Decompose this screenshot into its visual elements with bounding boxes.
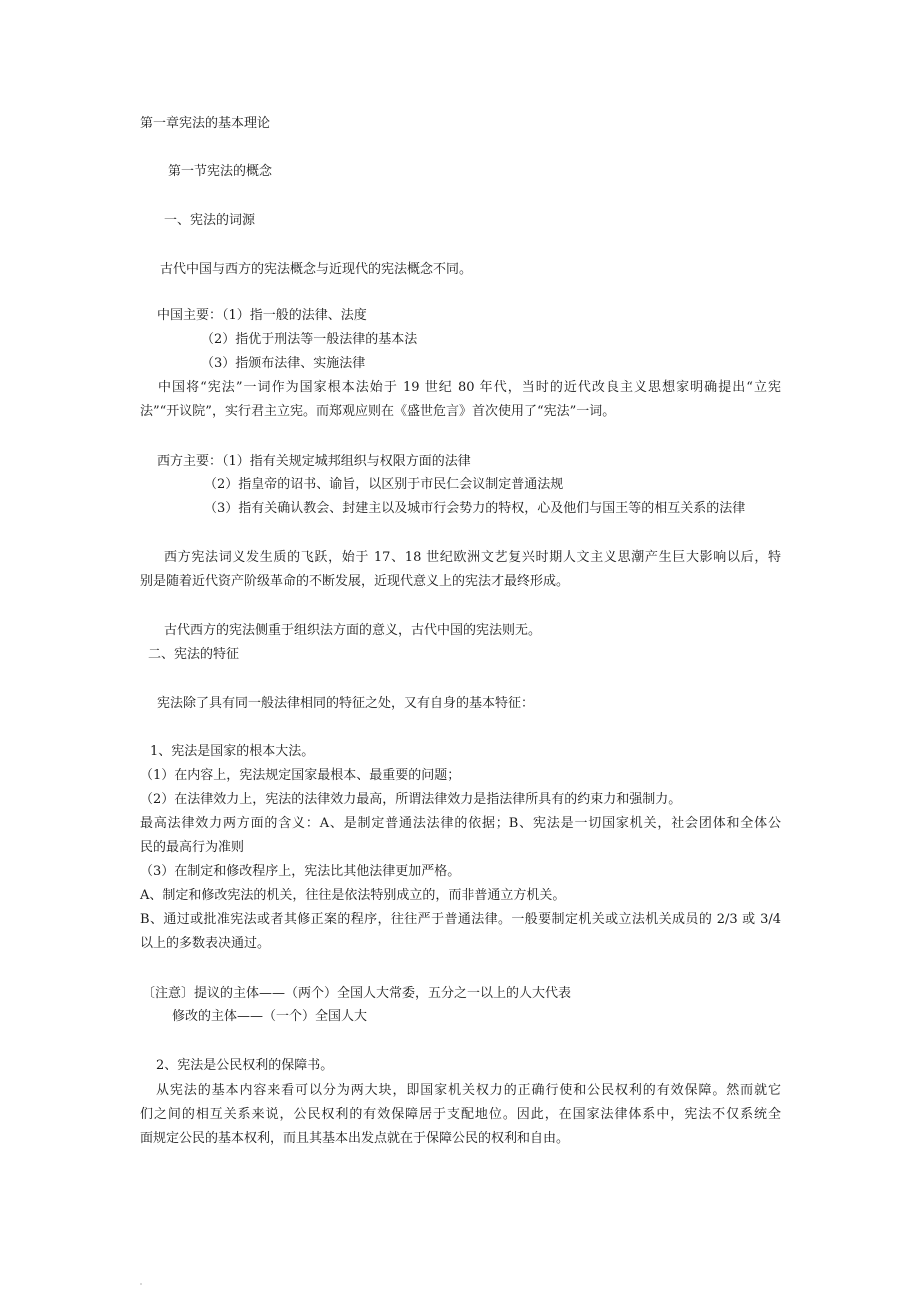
china-item: （3）指颁布法律、实施法律 [201,356,366,371]
west-paragraph-line: 西方宪法词义发生质的飞跃，始于 17、18 世纪欧洲文艺复兴时期人文主义思潮产生巨大影响以后，特 [164,550,781,565]
part1-intro: 古代中国与西方的宪法概念与近现代的宪法概念不同。 [160,262,473,277]
feature1-line: B、通过或批准宪法或者其修正案的程序，往往严于普通法律。一般要制定机关或立法机关成员的 2/3 或 3/4 [140,912,781,927]
west-item: （2）指皇帝的诏书、谕旨，以区别于市民仁会议制定普通法规 [204,477,564,492]
china-item: 中国主要：（1）指一般的法律、法度 [157,308,367,323]
chapter-title: 第一章宪法的基本理论 [140,116,271,131]
feature1-line: 民的最高行为准则 [140,840,245,855]
china-paragraph-line: 法”“开议院”，实行君主立宪。而郑观应则在《盛世危言》首次使用了“宪法”一词。 [140,404,616,419]
section-title: 第一节宪法的概念 [168,164,273,179]
west-item: 西方主要：（1）指有关规定城邦组织与权限方面的法律 [157,454,471,469]
feature1-line: （2）在法律效力上，宪法的法律效力最高，所谓法律效力是指法律所具有的约束力和强制力。 [140,792,682,807]
feature1-title: 1、宪法是国家的根本大法。 [150,744,315,759]
feature1-line: 最高法律效力两方面的含义：A、是制定普通法法律的依据；B、宪法是一切国家机关，社会团体和全体公 [140,816,781,831]
part2-heading: 二、宪法的特征 [148,647,240,662]
comparison-sentence: 古代西方的宪法侧重于组织法方面的意义，古代中国的宪法则无。 [164,623,542,638]
note-line: 修改的主体——（一个）全国人大 [172,1009,368,1024]
feature1-line: 以上的多数表决通过。 [140,936,271,951]
note-line: 〔注意〕提议的主体——（两个）全国人大常委，五分之一以上的人大代表 [142,986,572,1001]
feature2-line: 们之间的相互关系来说，公民权利的有效保障居于支配地位。因此，在国家法律体系中，宪法不仅系统全 [140,1107,781,1122]
part2-intro: 宪法除了具有同一般法律相同的特征之处，又有自身的基本特征： [157,696,535,711]
feature1-line: A、制定和修改宪法的机关，往往是依法特别成立的，而非普通立方机关。 [140,888,566,903]
china-item: （2）指优于刑法等一般法律的基本法 [201,332,418,347]
feature2-line: 面规定公民的基本权利，而且其基本出发点就在于保障公民的权利和自由。 [140,1131,570,1146]
feature2-line: 从宪法的基本内容来看可以分为两大块，即国家机关权力的正确行使和公民权利的有效保障。然而就它 [156,1083,781,1098]
page-mark [140,1283,142,1285]
west-paragraph-line: 别是随着近代资产阶级革命的不断发展，近现代意义上的宪法才最终形成。 [140,574,570,589]
part1-heading: 一、宪法的词源 [164,213,256,228]
feature2-title: 2、宪法是公民权利的保障书。 [156,1058,334,1073]
west-item: （3）指有关确认教会、封建主以及城市行会势力的特权，心及他们与国王等的相互关系的法律 [204,501,746,516]
china-paragraph-line: 中国将“宪法”一词作为国家根本法始于 19 世纪 80 年代，当时的近代改良主义思想家明确提出“立宪 [158,380,781,395]
feature1-line: （1）在内容上，宪法规定国家最根本、最重要的问题； [140,768,461,783]
feature1-line: （3）在制定和修改程序上，宪法比其他法律更加严格。 [140,864,461,879]
